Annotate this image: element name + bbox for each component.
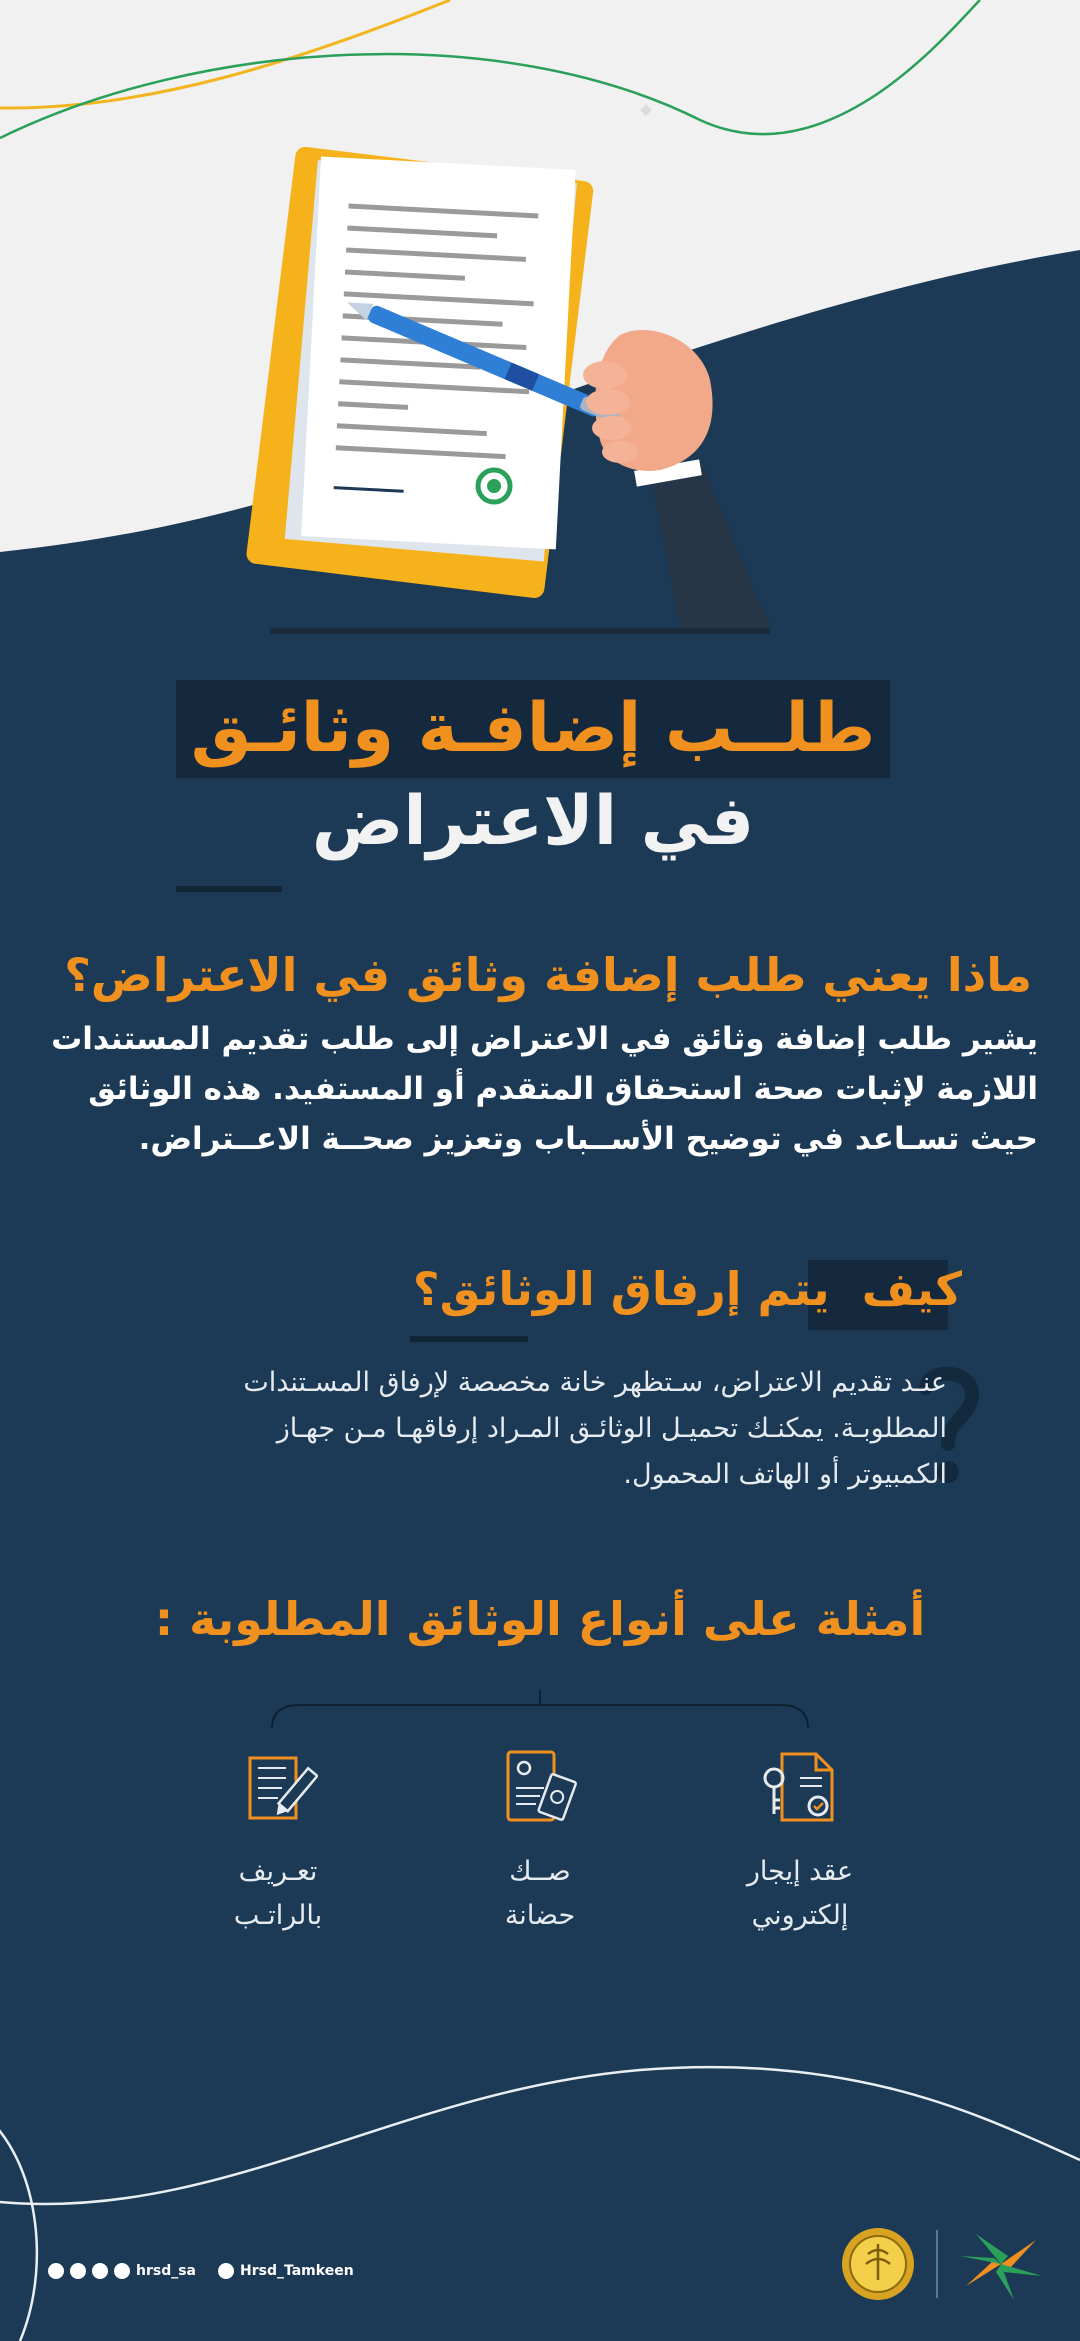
label-line: صــك (509, 1856, 571, 1887)
section1-line: يشير طلب إضافة وثائق في الاعتراض إلى طلب تقديم المستندات (51, 1021, 1038, 1057)
example-label-salary (178, 1850, 378, 1938)
label-line: بالراتـب (233, 1900, 323, 1931)
tamkeen-logo (958, 2226, 1044, 2302)
footer-decorative-curves (0, 1990, 1080, 2341)
logo-divider (936, 2230, 938, 2298)
section2-paragraph (127, 1360, 947, 1498)
section1-question: ماذا يعني طلب إضافة وثائق في الاعتراض؟ (64, 948, 1032, 1002)
section1-line: اللازمة لإثبات صحة استحقاق المتقدم أو المستفيد. هذه الوثائق (88, 1071, 1038, 1107)
facebook-icon[interactable] (92, 2263, 108, 2279)
section1-line: حيث تسـاعد في توضيح الأســباب وتعزيز صحــة الاعــتراض. (138, 1121, 1038, 1157)
example-item-lease (700, 1748, 900, 1938)
label-line: تعـريف (238, 1856, 318, 1887)
section2-underline (410, 1336, 528, 1342)
salary-certificate-icon (238, 1748, 318, 1828)
section1-paragraph (38, 1014, 1038, 1164)
social-handle-hrsd[interactable]: hrsd_sa (136, 2263, 197, 2279)
label-line: عقد إيجار (746, 1856, 854, 1887)
document-signing-illustration (230, 140, 810, 640)
example-item-salary (178, 1748, 378, 1938)
ministry-emblem-logo (838, 2224, 918, 2304)
example-item-custody (440, 1748, 640, 1938)
example-label-lease (700, 1850, 900, 1938)
examples-connector (270, 1690, 810, 1730)
example-label-custody (440, 1850, 640, 1938)
lease-contract-icon (760, 1748, 840, 1828)
instagram-icon[interactable] (114, 2263, 130, 2279)
section2-question-highlight: كيف (861, 1262, 962, 1316)
custody-deed-icon (500, 1748, 580, 1828)
page-title-line1: طلــب إضافـة وثائـق (190, 689, 876, 768)
examples-heading: أمثلة على أنواع الوثائق المطلوبة : (154, 1592, 926, 1646)
title-underline (176, 886, 282, 892)
social-handle-tamkeen[interactable]: Hrsd_Tamkeen (240, 2263, 354, 2279)
section2-question (262, 1262, 962, 1316)
page-title-line2: في الاعتراض (311, 782, 755, 861)
section2-question-rest: يتم إرفاق الوثائق؟ (412, 1262, 830, 1316)
section2-line: عنـد تقديم الاعتراض، سـتظهر خانة مخصصة لإرفاق المسـتندات (243, 1367, 947, 1398)
social-handles (48, 2256, 354, 2286)
x-icon[interactable] (218, 2263, 234, 2279)
x-icon[interactable] (48, 2263, 64, 2279)
section2-line: الكمبيوتر أو الهاتف المحمول. (623, 1459, 947, 1490)
snapchat-icon[interactable] (70, 2263, 86, 2279)
section2-line: المطلوبـة. يمكنـك تحميـل الوثائـق المـراد إرفاقهـا مـن جهـاز (276, 1413, 947, 1444)
label-line: إلكتروني (751, 1900, 849, 1931)
label-line: حضانة (504, 1900, 576, 1931)
